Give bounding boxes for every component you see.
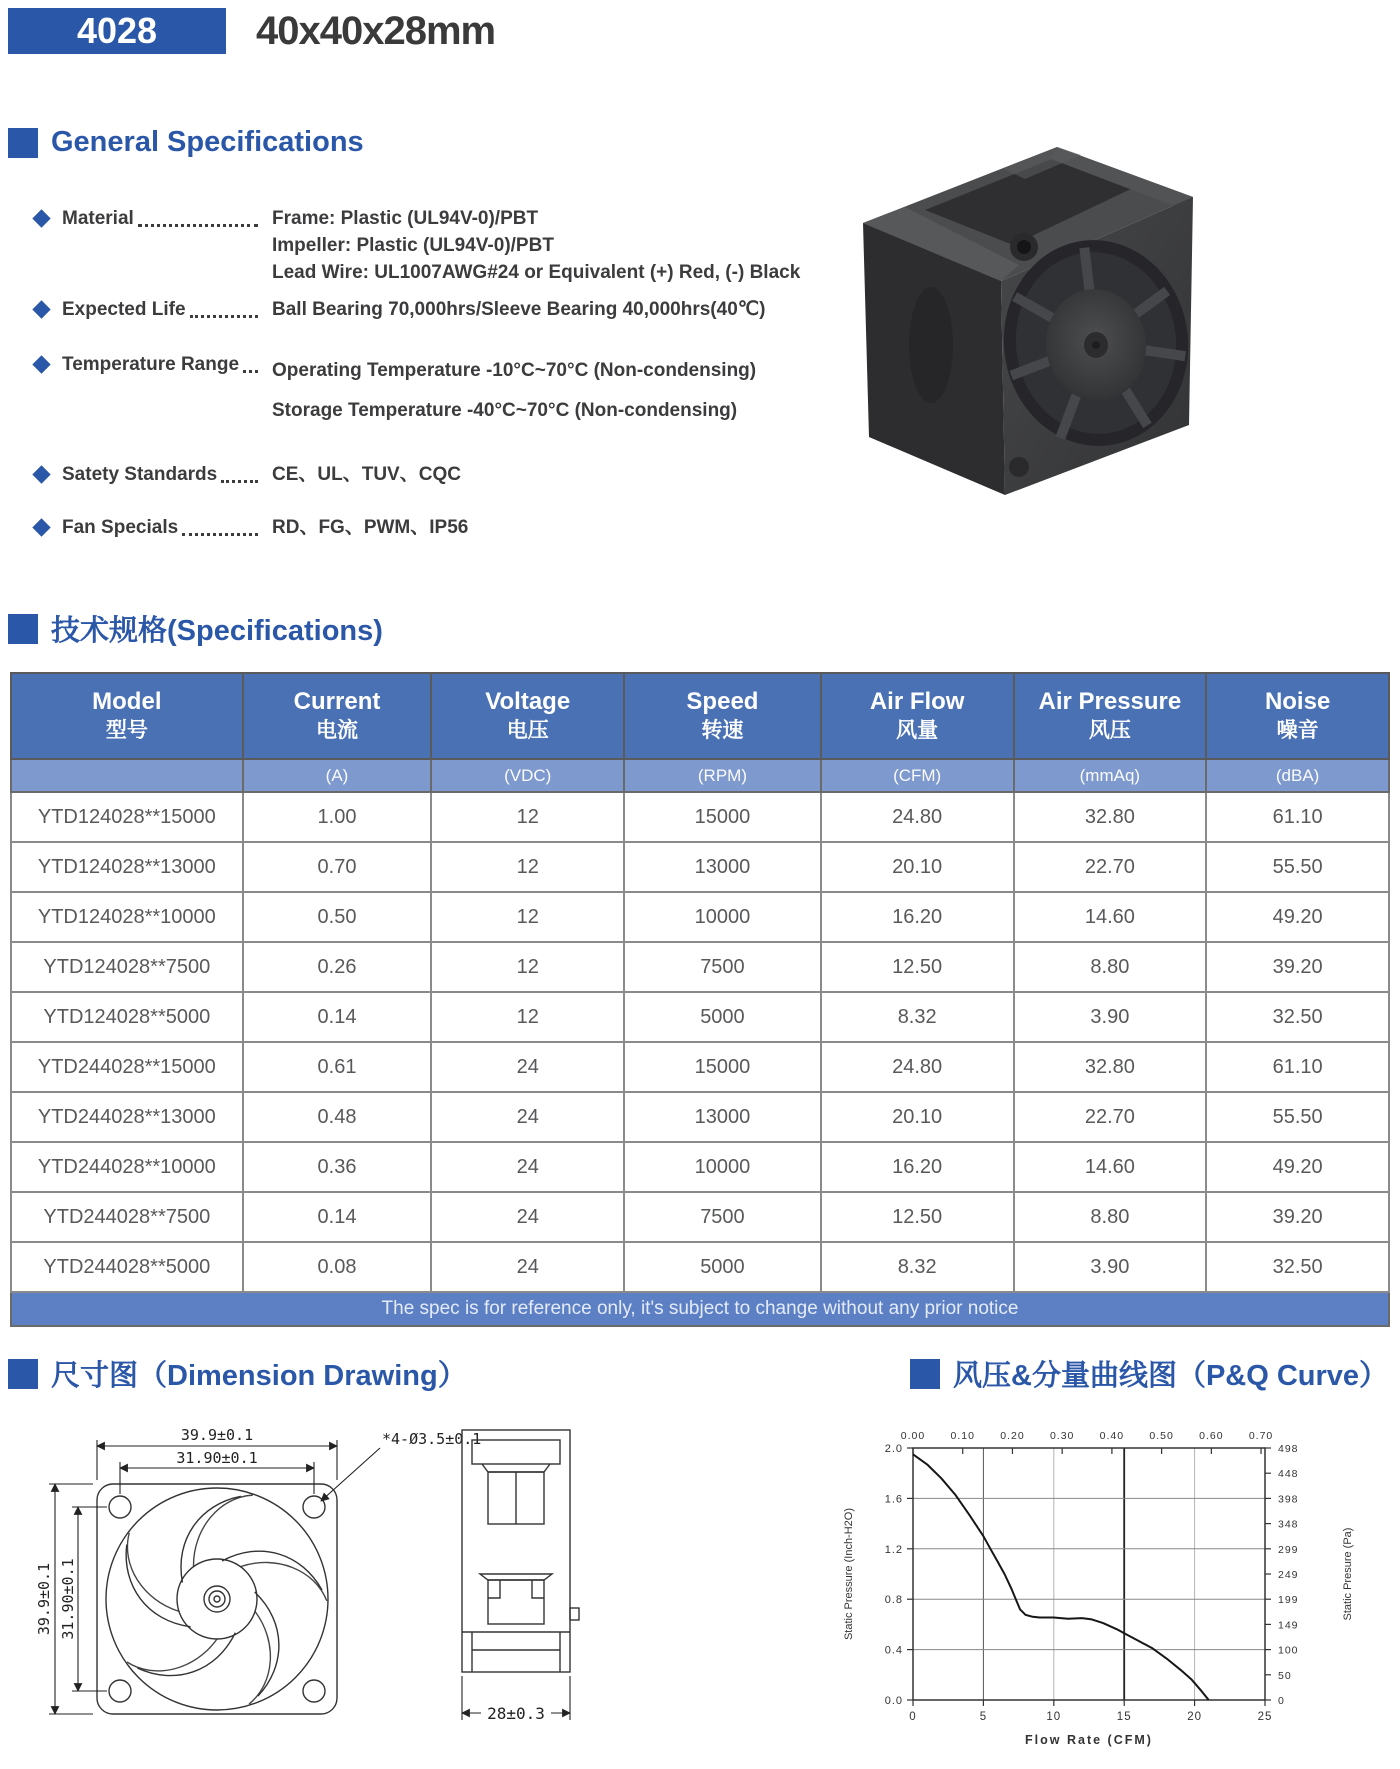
table-cell: 15000 — [624, 792, 821, 842]
section-marker-icon — [8, 1359, 38, 1389]
y-axis-label-right: Static Presure (Pa) — [1342, 1527, 1354, 1621]
table-cell: 14.60 — [1014, 1142, 1207, 1192]
chart-tick-label: 20 — [1187, 1711, 1202, 1723]
table-cell: 24.80 — [821, 1042, 1014, 1092]
fan-product-photo — [805, 95, 1205, 505]
table-row — [11, 942, 1389, 992]
chart-tick-label: 398 — [1278, 1493, 1299, 1506]
table-cell: 55.50 — [1206, 842, 1389, 892]
table-cell: 20.10 — [821, 842, 1014, 892]
table-cell: 61.10 — [1206, 1042, 1389, 1092]
table-cell: 0.14 — [243, 1192, 432, 1242]
specifications-table — [10, 672, 1390, 1327]
chart-tick-label: 299 — [1278, 1543, 1299, 1556]
section-marker-icon — [910, 1359, 940, 1389]
table-row — [11, 1142, 1389, 1192]
chart-tick-label: 2.0 — [884, 1443, 903, 1455]
chart-tick-label: 100 — [1278, 1644, 1299, 1657]
table-cell: 12 — [431, 892, 624, 942]
dim-hole-pitch-h: 31.90±0.1 — [176, 1449, 258, 1467]
dim-depth: 28±0.3 — [487, 1704, 545, 1723]
chart-tick-label: 50 — [1278, 1669, 1292, 1682]
diamond-bullet-icon — [32, 209, 50, 227]
table-cell: 22.70 — [1014, 1092, 1207, 1142]
chart-tick-label: 0.40 — [1099, 1430, 1125, 1442]
table-cell: 3.90 — [1014, 1242, 1207, 1292]
diamond-bullet-icon — [32, 300, 50, 318]
chart-tick-label: 0 — [1278, 1695, 1285, 1707]
unit-cell: (mmAq) — [1014, 759, 1207, 792]
chart-tick-label: 348 — [1278, 1518, 1299, 1531]
chart-tick-label: 0.00 — [900, 1430, 926, 1442]
table-cell: 32.80 — [1014, 792, 1207, 842]
table-row — [11, 1042, 1389, 1092]
table-cell: 10000 — [624, 1142, 821, 1192]
table-row — [11, 1092, 1389, 1142]
table-cell: 22.70 — [1014, 842, 1207, 892]
spec-value — [272, 351, 756, 431]
table-cell: 24 — [431, 1142, 624, 1192]
table-cell: YTD244028**13000 — [11, 1092, 243, 1142]
table-cell: 20.10 — [821, 1092, 1014, 1142]
table-cell: 3.90 — [1014, 992, 1207, 1042]
table-cell: 8.32 — [821, 992, 1014, 1042]
unit-cell: (VDC) — [431, 759, 624, 792]
table-header-row — [11, 673, 1389, 759]
column-header: Noise 噪音 — [1206, 673, 1389, 759]
x-axis-label: Flow Rate (CFM) — [1025, 1733, 1153, 1747]
table-row — [11, 892, 1389, 942]
chart-tick-label: 448 — [1278, 1468, 1299, 1481]
page-header — [8, 8, 495, 54]
table-cell: YTD244028**15000 — [11, 1042, 243, 1092]
general-specifications-section-title — [8, 126, 364, 159]
spec-item — [35, 296, 815, 323]
chart-tick-label: 0.0 — [884, 1695, 903, 1707]
dotted-leader — [182, 519, 258, 536]
table-cell: 16.20 — [821, 1142, 1014, 1192]
chart-tick-label: 0.8 — [884, 1594, 903, 1607]
table-row — [11, 792, 1389, 842]
table-cell: 24 — [431, 1242, 624, 1292]
chart-tick-label: 0.20 — [1000, 1430, 1025, 1442]
dimension-drawing — [35, 1422, 715, 1769]
chart-tick-label: 1.6 — [884, 1493, 903, 1506]
column-header: Air Pressure 风压 — [1014, 673, 1207, 759]
spec-label: Fan Specials — [62, 516, 179, 538]
chart-tick-label: 0.60 — [1199, 1430, 1224, 1442]
table-row — [11, 842, 1389, 892]
dimension-section-title — [8, 1353, 467, 1394]
spec-label: Material — [62, 207, 134, 229]
table-cell: 24 — [431, 1092, 624, 1142]
table-cell: 32.50 — [1206, 992, 1389, 1042]
diamond-bullet-icon — [32, 355, 50, 373]
y-axis-label-left: Static Pressure (Inch-H2O) — [843, 1507, 855, 1641]
table-cell: 61.10 — [1206, 792, 1389, 842]
chart-tick-label: 149 — [1278, 1619, 1299, 1632]
table-cell: 0.26 — [243, 942, 432, 992]
table-cell: YTD124028**10000 — [11, 892, 243, 942]
table-cell: 0.14 — [243, 992, 432, 1042]
table-cell: 15000 — [624, 1042, 821, 1092]
chart-tick-label: 25 — [1257, 1711, 1273, 1723]
chart-tick-label: 199 — [1278, 1594, 1299, 1607]
dim-mount-holes: *4-Ø3.5±0.1 — [382, 1430, 482, 1448]
spec-value — [272, 514, 468, 541]
dim-outer-height: 39.9±0.1 — [35, 1562, 53, 1636]
table-cell: 0.08 — [243, 1242, 432, 1292]
table-cell: 8.32 — [821, 1242, 1014, 1292]
spec-value-line: Ball Bearing 70,000hrs/Sleeve Bearing 40,000hrs(40℃) — [272, 299, 766, 320]
spec-value-line: CE、UL、TUV、CQC — [272, 464, 461, 485]
chart-tick-label: 498 — [1278, 1443, 1299, 1455]
table-cell: 39.20 — [1206, 942, 1389, 992]
column-header: Current 电流 — [243, 673, 432, 759]
table-cell: YTD124028**7500 — [11, 942, 243, 992]
chart-tick-label: 5 — [979, 1711, 988, 1723]
table-cell: 39.20 — [1206, 1192, 1389, 1242]
dotted-leader — [243, 356, 258, 373]
table-cell: 7500 — [624, 1192, 821, 1242]
table-cell: 32.50 — [1206, 1242, 1389, 1292]
table-note-row — [11, 1292, 1389, 1326]
column-header: Voltage 电压 — [431, 673, 624, 759]
table-row — [11, 1242, 1389, 1292]
table-cell: 49.20 — [1206, 892, 1389, 942]
table-cell: 55.50 — [1206, 1092, 1389, 1142]
spec-value — [272, 296, 765, 323]
table-cell: 24.80 — [821, 792, 1014, 842]
spec-item — [35, 205, 815, 286]
unit-cell: (RPM) — [624, 759, 821, 792]
column-header: Model 型号 — [11, 673, 243, 759]
spec-table-section-title — [8, 608, 383, 649]
spec-item — [35, 461, 815, 488]
dimension-lines — [49, 1440, 380, 1714]
diamond-bullet-icon — [32, 518, 50, 536]
chart-tick-label: 0.4 — [884, 1644, 903, 1657]
column-header: Air Flow 风量 — [821, 673, 1014, 759]
dim-outer-width: 39.9±0.1 — [180, 1426, 254, 1444]
table-cell: 1.00 — [243, 792, 432, 842]
chart-tick-label: 0.50 — [1149, 1430, 1174, 1442]
section-marker-icon — [8, 614, 38, 644]
general-spec-list — [35, 205, 815, 541]
fan-size-label: 40x40x28mm — [256, 8, 496, 53]
spec-label: Satety Standards — [62, 463, 218, 485]
table-cell: YTD124028**5000 — [11, 992, 243, 1042]
chart-tick-label: 249 — [1278, 1569, 1299, 1581]
table-cell: 0.50 — [243, 892, 432, 942]
spec-value-line: RD、FG、PWM、IP56 — [272, 517, 469, 538]
chart-tick-label: 0.10 — [950, 1430, 975, 1442]
table-cell: 8.80 — [1014, 942, 1207, 992]
pq-curve-section-title — [910, 1353, 1388, 1394]
table-cell: 7500 — [624, 942, 821, 992]
column-header: Speed 转速 — [624, 673, 821, 759]
spec-value — [272, 205, 800, 286]
spec-label: Temperature Range — [62, 353, 240, 375]
plot-frame — [913, 1448, 1265, 1700]
table-cell: 0.48 — [243, 1092, 432, 1142]
table-row — [11, 992, 1389, 1042]
table-cell: 49.20 — [1206, 1142, 1389, 1192]
spec-value-line: Frame: Plastic (UL94V-0)/PBT — [272, 208, 539, 229]
table-cell: YTD124028**13000 — [11, 842, 243, 892]
dotted-leader — [138, 210, 258, 227]
spec-value-line: Impeller: Plastic (UL94V-0)/PBT — [272, 235, 554, 256]
table-cell: 16.20 — [821, 892, 1014, 942]
table-cell: 5000 — [624, 992, 821, 1042]
table-cell: 32.80 — [1014, 1042, 1207, 1092]
table-cell: 0.70 — [243, 842, 432, 892]
spec-item — [35, 514, 815, 541]
spec-value-line: Storage Temperature -40°C~70°C (Non-condensing) — [272, 400, 738, 421]
spec-value — [272, 461, 461, 488]
table-row — [11, 1192, 1389, 1242]
chart-tick-label: 0 — [909, 1711, 917, 1723]
fan-side-view — [462, 1430, 579, 1672]
spec-value-line: Lead Wire: UL1007AWG#24 or Equivalent (+) Red, (-) Black — [272, 262, 801, 283]
spec-label: Expected Life — [62, 298, 186, 320]
table-cell: 8.80 — [1014, 1192, 1207, 1242]
diamond-bullet-icon — [32, 465, 50, 483]
section-marker-icon — [8, 128, 38, 158]
table-cell: 24 — [431, 1042, 624, 1092]
chart-tick-label: 0.70 — [1248, 1430, 1274, 1442]
chart-tick-label: 0.30 — [1049, 1430, 1075, 1442]
table-cell: 0.36 — [243, 1142, 432, 1192]
table-cell: 12 — [431, 992, 624, 1042]
unit-cell: (dBA) — [1206, 759, 1389, 792]
spec-item — [35, 351, 815, 431]
table-cell: 5000 — [624, 1242, 821, 1292]
table-cell: YTD244028**7500 — [11, 1192, 243, 1242]
table-cell: YTD244028**5000 — [11, 1242, 243, 1292]
unit-cell: (CFM) — [821, 759, 1014, 792]
dim-hole-pitch-v: 31.90±0.1 — [59, 1558, 77, 1640]
section-title-text: 技术规格(Specifications) — [51, 615, 383, 647]
spec-value-line: Operating Temperature -10°C~70°C (Non-condensing) — [272, 360, 757, 381]
units-row — [11, 759, 1389, 792]
table-cell: YTD124028**15000 — [11, 792, 243, 842]
chart-tick-label: 1.2 — [884, 1543, 903, 1556]
table-cell: 13000 — [624, 842, 821, 892]
section-title-text: 风压&分量曲线图（P&Q Curve） — [953, 1360, 1389, 1392]
section-title-text: General Specifications — [51, 126, 364, 158]
table-note: The spec is for reference only, it's subject to change without any prior notice — [11, 1292, 1389, 1326]
table-cell: YTD244028**10000 — [11, 1142, 243, 1192]
table-cell: 12.50 — [821, 1192, 1014, 1242]
chart-tick-label: 15 — [1116, 1711, 1132, 1723]
table-cell: 12 — [431, 842, 624, 892]
chart-tick-label: 10 — [1046, 1711, 1062, 1723]
table-cell: 24 — [431, 1192, 624, 1242]
section-title-text: 尺寸图（Dimension Drawing） — [51, 1360, 467, 1392]
table-cell: 0.61 — [243, 1042, 432, 1092]
table-cell: 10000 — [624, 892, 821, 942]
dotted-leader — [221, 466, 258, 483]
pq-curve-chart — [730, 1420, 1400, 1769]
model-code-badge: 4028 — [8, 8, 226, 54]
table-cell: 14.60 — [1014, 892, 1207, 942]
fan-front-view — [97, 1484, 337, 1714]
dotted-leader — [190, 301, 258, 318]
unit-cell: (A) — [243, 759, 432, 792]
pq-curve-line — [913, 1454, 1209, 1700]
unit-cell — [11, 759, 243, 792]
table-cell: 12 — [431, 792, 624, 842]
table-cell: 12.50 — [821, 942, 1014, 992]
table-cell: 13000 — [624, 1092, 821, 1142]
table-cell: 12 — [431, 942, 624, 992]
